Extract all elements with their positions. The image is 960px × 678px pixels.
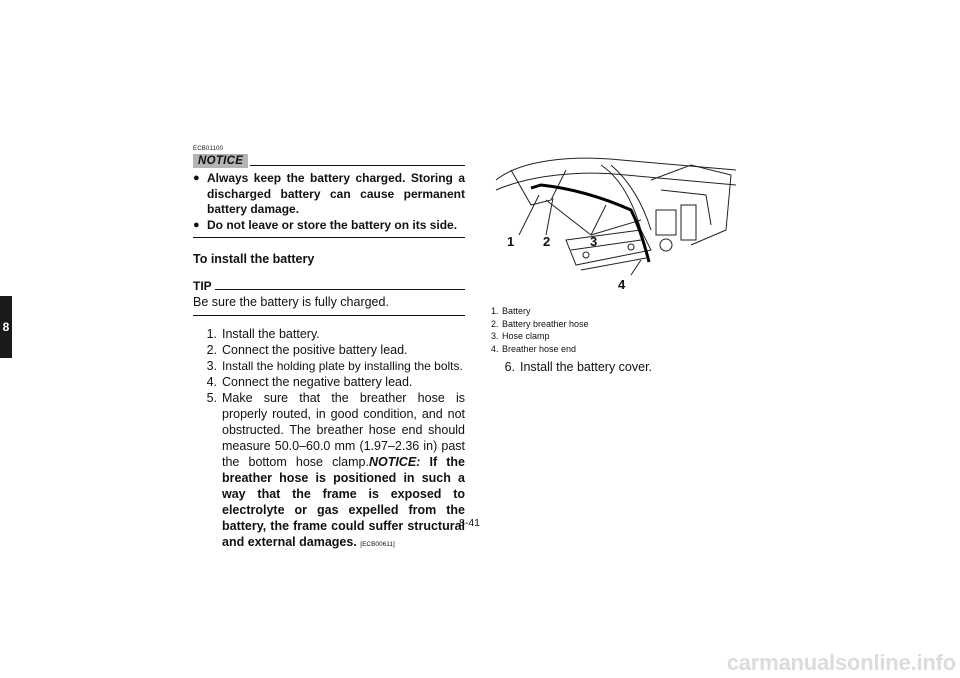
step-text: Install the battery cover.	[520, 360, 653, 374]
notice-code: ECB01100	[193, 146, 224, 152]
notice-badge: NOTICE	[193, 154, 248, 168]
step-text: Install the holding plate by installing the bolts.	[222, 359, 463, 373]
step-number: 4.	[206, 375, 217, 389]
tip-header	[193, 279, 465, 293]
figure-label-3: 3	[590, 234, 598, 249]
notice-end-rule	[193, 237, 465, 238]
step-number: 5.	[206, 391, 217, 405]
list-item	[193, 171, 465, 218]
figure-label-2: 2	[543, 234, 551, 249]
list-item	[193, 218, 465, 234]
legend-text: Hose clamp	[502, 331, 550, 341]
step-text: Connect the positive battery lead.	[222, 343, 408, 357]
figure-label-1: 1	[507, 234, 515, 249]
step-number: 6.	[504, 360, 515, 374]
list-item	[491, 343, 736, 356]
list-item	[491, 305, 736, 318]
legend-text: Battery breather hose	[502, 318, 589, 329]
notice-rule	[250, 165, 465, 166]
install-steps	[193, 326, 465, 553]
bullet-icon: ●	[193, 172, 200, 184]
step5-body: Make sure that the breather hose is properly routed, in good condition, and not obstructed. The breather hose end should measure 50.0–60.0 mm (1.97–2.36 in) past the bottom hose clamp.	[222, 391, 465, 469]
list-item	[491, 330, 736, 343]
left-column	[193, 146, 465, 553]
step-number: 3.	[206, 359, 217, 373]
legend-text: Battery	[502, 306, 531, 316]
list-item	[193, 326, 465, 342]
figure-label-4: 4	[618, 277, 626, 292]
section-heading: To install the battery	[193, 252, 315, 266]
legend-number: 2.	[491, 318, 499, 329]
tip-rule	[215, 289, 465, 290]
tip-text: Be sure the battery is fully charged.	[193, 295, 389, 309]
reference-code: [ECB00611]	[360, 541, 395, 548]
step-text: Connect the negative battery lead.	[222, 375, 413, 389]
inline-notice-text: If the breather hose is positioned in such a way that the frame is exposed to electrolyte or gas expelled from the battery, the frame could suffer structural and external damages.	[222, 455, 465, 549]
step-text: Install the battery.	[222, 327, 320, 341]
step-number: 1.	[206, 327, 217, 341]
inline-notice-label: NOTICE:	[368, 455, 421, 469]
figure-legend	[491, 305, 736, 355]
step-number: 2.	[206, 343, 217, 357]
legend-number: 4.	[491, 343, 499, 354]
install-steps-continued	[491, 360, 736, 374]
legend-number: 3.	[491, 331, 499, 341]
tip-label: TIP	[193, 279, 212, 293]
list-item	[193, 358, 465, 374]
bullet-text: Always keep the battery charged. Storing a discharged battery can cause permanent battery damage.	[207, 171, 465, 216]
notice-bullets	[193, 171, 465, 233]
page-number: 8-41	[459, 517, 481, 529]
list-item	[193, 342, 465, 358]
notice-header	[193, 154, 465, 168]
list-item	[491, 318, 736, 331]
legend-text: Breather hose end	[502, 343, 577, 354]
bullet-text: Do not leave or store the battery on its side.	[207, 217, 458, 232]
legend-number: 1.	[491, 306, 499, 316]
right-column	[491, 150, 736, 374]
list-item	[193, 390, 465, 553]
battery-hose-figure	[491, 150, 736, 295]
list-item	[491, 360, 736, 374]
inline-notice	[222, 455, 465, 549]
chapter-tab: 8	[0, 296, 12, 358]
tip-end-rule	[193, 315, 465, 316]
list-item	[193, 374, 465, 390]
watermark: carmanualsonline.info	[726, 650, 956, 675]
bullet-icon: ●	[193, 218, 200, 231]
step-text	[222, 390, 465, 553]
